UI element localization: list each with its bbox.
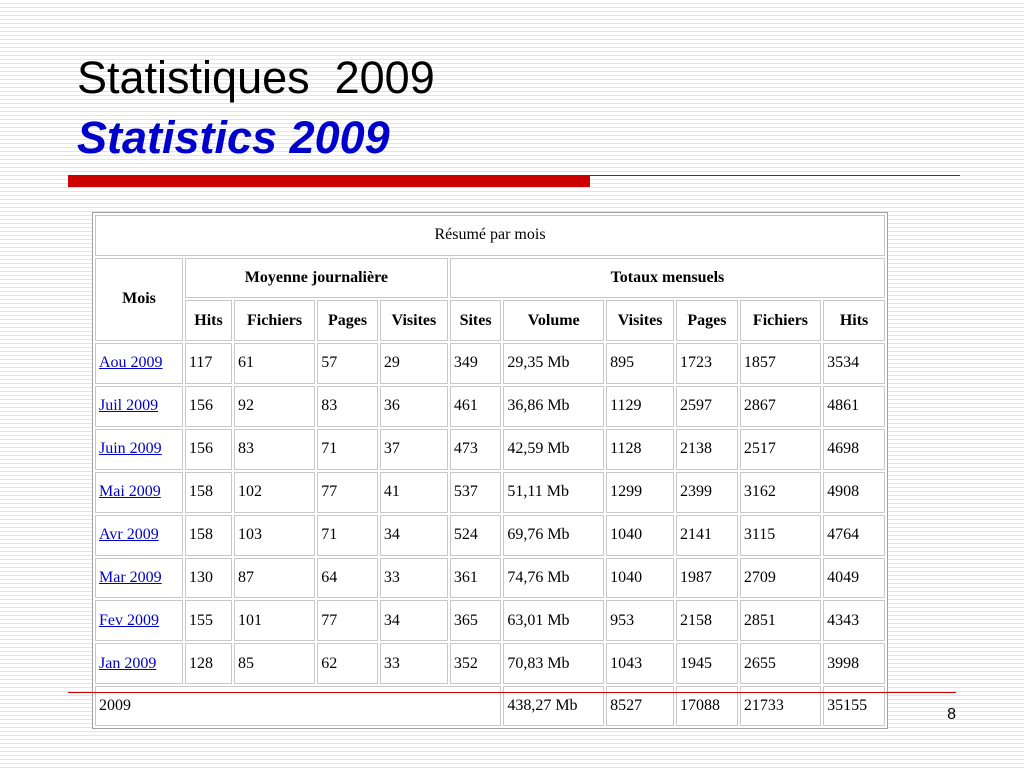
cell-fichiers-daily: 83 [234, 429, 315, 470]
cell-volume: 36,86 Mb [503, 386, 604, 427]
cell-hits-monthly: 3534 [823, 343, 885, 384]
cell-pages-monthly: 1723 [676, 343, 738, 384]
cell-pages-daily: 77 [317, 600, 378, 641]
cell-pages-monthly: 1945 [676, 643, 738, 684]
cell-pages-daily: 83 [317, 386, 378, 427]
cell-pages-daily: 62 [317, 643, 378, 684]
cell-hits-daily: 158 [185, 515, 232, 556]
cell-fichiers-monthly: 2655 [740, 643, 821, 684]
cell-sites: 473 [450, 429, 502, 470]
month-cell [95, 643, 183, 684]
col-header-hits-monthly: Hits [823, 300, 885, 341]
col-header-visites-monthly: Visites [606, 300, 674, 341]
cell-visites-monthly: 953 [606, 600, 674, 641]
cell-visites-monthly: 1128 [606, 429, 674, 470]
cell-pages-monthly: 2141 [676, 515, 738, 556]
table-caption: Résumé par mois [95, 215, 885, 256]
table-row [95, 343, 885, 384]
total-hits: 35155 [823, 686, 885, 726]
col-header-sites: Sites [450, 300, 502, 341]
month-link[interactable]: Mai 2009 [99, 483, 161, 501]
cell-hits-monthly: 3998 [823, 643, 885, 684]
cell-fichiers-monthly: 1857 [740, 343, 821, 384]
cell-hits-daily: 158 [185, 472, 232, 513]
cell-sites: 365 [450, 600, 502, 641]
cell-visites-daily: 34 [380, 600, 448, 641]
cell-volume: 63,01 Mb [503, 600, 604, 641]
cell-volume: 74,76 Mb [503, 558, 604, 599]
cell-fichiers-monthly: 2517 [740, 429, 821, 470]
cell-hits-daily: 130 [185, 558, 232, 599]
cell-hits-daily: 117 [185, 343, 232, 384]
daily-average-header: Moyenne journalière [185, 258, 448, 299]
month-link[interactable]: Jan 2009 [99, 654, 157, 672]
cell-hits-monthly: 4698 [823, 429, 885, 470]
cell-sites: 524 [450, 515, 502, 556]
cell-hits-monthly: 4861 [823, 386, 885, 427]
cell-sites: 352 [450, 643, 502, 684]
cell-sites: 349 [450, 343, 502, 384]
cell-fichiers-daily: 92 [234, 386, 315, 427]
footer-rule [68, 692, 956, 693]
cell-pages-monthly: 2158 [676, 600, 738, 641]
cell-visites-daily: 33 [380, 558, 448, 599]
cell-volume: 69,76 Mb [503, 515, 604, 556]
cell-fichiers-daily: 102 [234, 472, 315, 513]
cell-pages-daily: 71 [317, 515, 378, 556]
cell-fichiers-daily: 101 [234, 600, 315, 641]
cell-hits-monthly: 4343 [823, 600, 885, 641]
month-link[interactable]: Juin 2009 [99, 440, 162, 458]
cell-visites-daily: 37 [380, 429, 448, 470]
table-row [95, 515, 885, 556]
cell-hits-daily: 155 [185, 600, 232, 641]
col-header-pages-monthly: Pages [676, 300, 738, 341]
cell-visites-daily: 41 [380, 472, 448, 513]
month-link[interactable]: Juil 2009 [99, 397, 159, 415]
col-header-pages-daily: Pages [317, 300, 378, 341]
month-link[interactable]: Mar 2009 [99, 569, 162, 586]
cell-visites-daily: 36 [380, 386, 448, 427]
cell-fichiers-daily: 87 [234, 558, 315, 599]
cell-visites-daily: 29 [380, 343, 448, 384]
slide-title-english: Statistics 2009 [77, 112, 390, 163]
cell-sites: 461 [450, 386, 502, 427]
cell-fichiers-monthly: 2851 [740, 600, 821, 641]
cell-pages-daily: 77 [317, 472, 378, 513]
column-header-row [95, 300, 885, 341]
total-pages: 17088 [676, 686, 738, 726]
cell-hits-monthly: 4908 [823, 472, 885, 513]
month-cell [95, 558, 183, 599]
month-cell [95, 515, 183, 556]
monthly-summary-table [93, 213, 887, 728]
cell-pages-monthly: 1987 [676, 558, 738, 599]
month-link[interactable]: Fev 2009 [99, 611, 159, 629]
col-header-visites-daily: Visites [380, 300, 448, 341]
month-cell [95, 472, 183, 513]
table-row [95, 558, 885, 599]
table-row [95, 600, 885, 641]
cell-pages-daily: 71 [317, 429, 378, 470]
cell-volume: 29,35 Mb [503, 343, 604, 384]
page-number: 8 [947, 706, 956, 723]
table-row [95, 643, 885, 684]
col-header-volume: Volume [503, 300, 604, 341]
cell-hits-monthly: 4049 [823, 558, 885, 599]
cell-visites-monthly: 1040 [606, 515, 674, 556]
title-underline-thin [590, 175, 960, 176]
title-underline-thick [68, 175, 590, 187]
monthly-totals-header: Totaux mensuels [450, 258, 885, 299]
cell-pages-monthly: 2399 [676, 472, 738, 513]
cell-fichiers-daily: 61 [234, 343, 315, 384]
col-header-hits-daily: Hits [185, 300, 232, 341]
month-link[interactable]: Aou 2009 [99, 354, 163, 372]
cell-fichiers-daily: 85 [234, 643, 315, 684]
cell-volume: 51,11 Mb [503, 472, 604, 513]
month-link[interactable]: Avr 2009 [99, 526, 159, 544]
cell-fichiers-daily: 103 [234, 515, 315, 556]
cell-hits-daily: 156 [185, 429, 232, 470]
cell-hits-monthly: 4764 [823, 515, 885, 556]
cell-pages-daily: 57 [317, 343, 378, 384]
cell-volume: 42,59 Mb [503, 429, 604, 470]
cell-visites-monthly: 895 [606, 343, 674, 384]
cell-fichiers-monthly: 2867 [740, 386, 821, 427]
col-header-fichiers-monthly: Fichiers [740, 300, 821, 341]
caption-row [95, 215, 885, 256]
col-header-fichiers-daily: Fichiers [234, 300, 315, 341]
cell-visites-monthly: 1040 [606, 558, 674, 599]
total-fichiers: 21733 [740, 686, 821, 726]
cell-fichiers-monthly: 3162 [740, 472, 821, 513]
cell-hits-daily: 128 [185, 643, 232, 684]
table-row [95, 472, 885, 513]
cell-visites-monthly: 1299 [606, 472, 674, 513]
cell-visites-monthly: 1129 [606, 386, 674, 427]
cell-sites: 361 [450, 558, 502, 599]
cell-hits-daily: 156 [185, 386, 232, 427]
cell-fichiers-monthly: 3115 [740, 515, 821, 556]
cell-pages-monthly: 2597 [676, 386, 738, 427]
cell-pages-monthly: 2138 [676, 429, 738, 470]
group-header-row [95, 258, 885, 299]
month-cell [95, 429, 183, 470]
total-volume: 438,27 Mb [503, 686, 604, 726]
cell-visites-daily: 34 [380, 515, 448, 556]
table-row [95, 386, 885, 427]
cell-visites-daily: 33 [380, 643, 448, 684]
mois-header: Mois [95, 258, 183, 341]
cell-visites-monthly: 1043 [606, 643, 674, 684]
slide-title-french: Statistiques 2009 [77, 52, 435, 103]
total-visites: 8527 [606, 686, 674, 726]
monthly-summary-table-container [92, 212, 888, 729]
cell-volume: 70,83 Mb [503, 643, 604, 684]
table-row [95, 429, 885, 470]
total-year-label: 2009 [95, 686, 501, 726]
month-cell [95, 343, 183, 384]
cell-fichiers-monthly: 2709 [740, 558, 821, 599]
month-cell [95, 600, 183, 641]
cell-pages-daily: 64 [317, 558, 378, 599]
cell-sites: 537 [450, 472, 502, 513]
month-cell [95, 386, 183, 427]
